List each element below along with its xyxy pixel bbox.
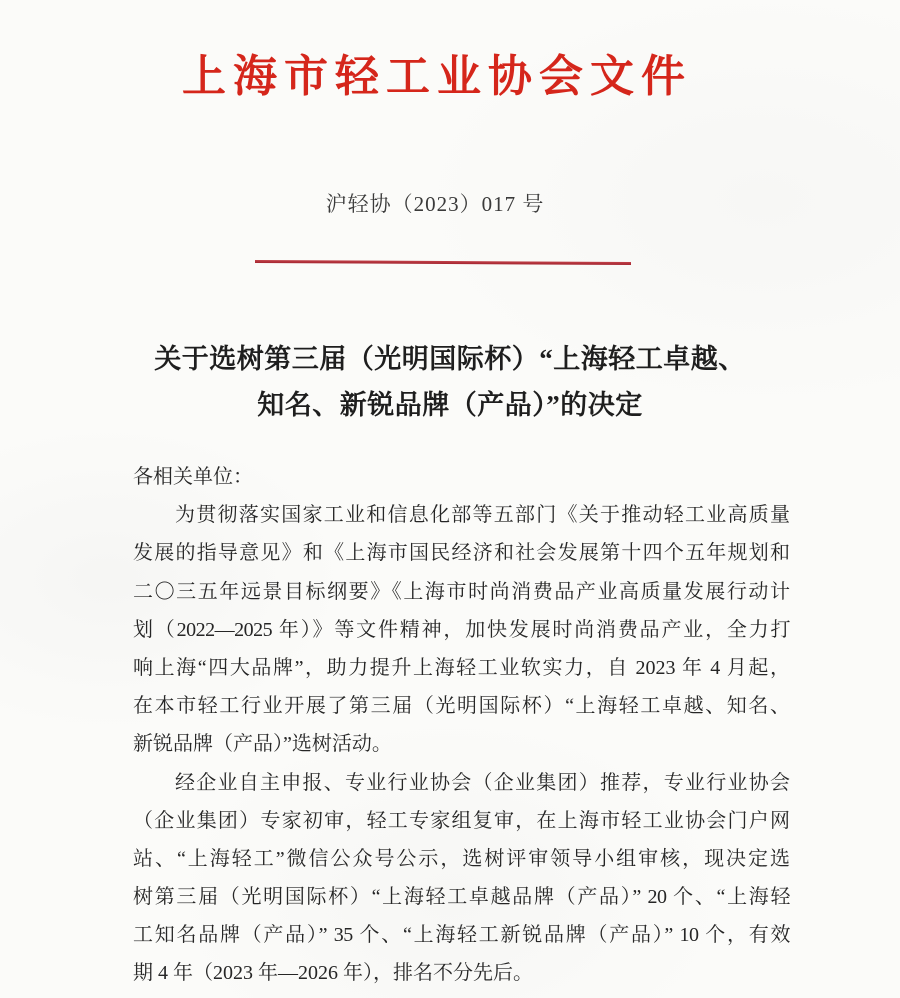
- organization-masthead: 上海市轻工业协会文件: [182, 52, 692, 101]
- red-divider-rule: [255, 260, 631, 265]
- document-title-line-2: 知名、新锐品牌（产品）”的决定: [257, 390, 643, 420]
- body-line: 期 4 年（2023 年—2026 年），排名不分先后。: [133, 962, 533, 985]
- body-line: 站、“上海轻工”微信公众号公示，选树评审领导小组审核，现决定选: [133, 847, 790, 870]
- document-title-line-1: 关于选树第三届（光明国际杯）“上海轻工卓越、: [154, 344, 746, 374]
- body-line: 二〇三五年远景目标纲要》《上海市时尚消费品产业高质量发展行动计: [133, 580, 790, 603]
- body-line: 树第三届（光明国际杯）“上海轻工卓越品牌（产品）” 20 个、“上海轻: [133, 886, 790, 909]
- document-title: [0, 336, 900, 428]
- body-line: 新锐品牌（产品）”选树活动。: [133, 733, 392, 756]
- body-line: 在本市轻工行业开展了第三届（光明国际杯）“上海轻工卓越、知名、: [133, 695, 790, 718]
- body-line: 响上海“四大品牌”，助力提升上海轻工业软实力，自 2023 年 4 月起，: [133, 656, 790, 679]
- salutation: 各相关单位：: [133, 466, 253, 488]
- body-line: 划（2022—2025 年）》等文件精神，加快发展时尚消费品产业，全力打: [133, 618, 790, 641]
- body-line: 为贯彻落实国家工业和信息化部等五部门《关于推动轻工业高质量: [175, 504, 790, 527]
- document-reference-number: 沪轻协（2023）017 号: [325, 192, 545, 216]
- body-line: （企业集团）专家初审，轻工专家组复审，在上海市轻工业协会门户网: [133, 809, 790, 832]
- document-body: [133, 458, 790, 993]
- body-line: 发展的指导意见》和《上海市国民经济和社会发展第十四个五年规划和: [133, 542, 790, 565]
- body-line: 工知名品牌（产品）” 35 个、“上海轻工新锐品牌（产品）” 10 个，有效: [133, 924, 790, 947]
- body-line: 经企业自主申报、专业行业协会（企业集团）推荐，专业行业协会: [175, 771, 790, 794]
